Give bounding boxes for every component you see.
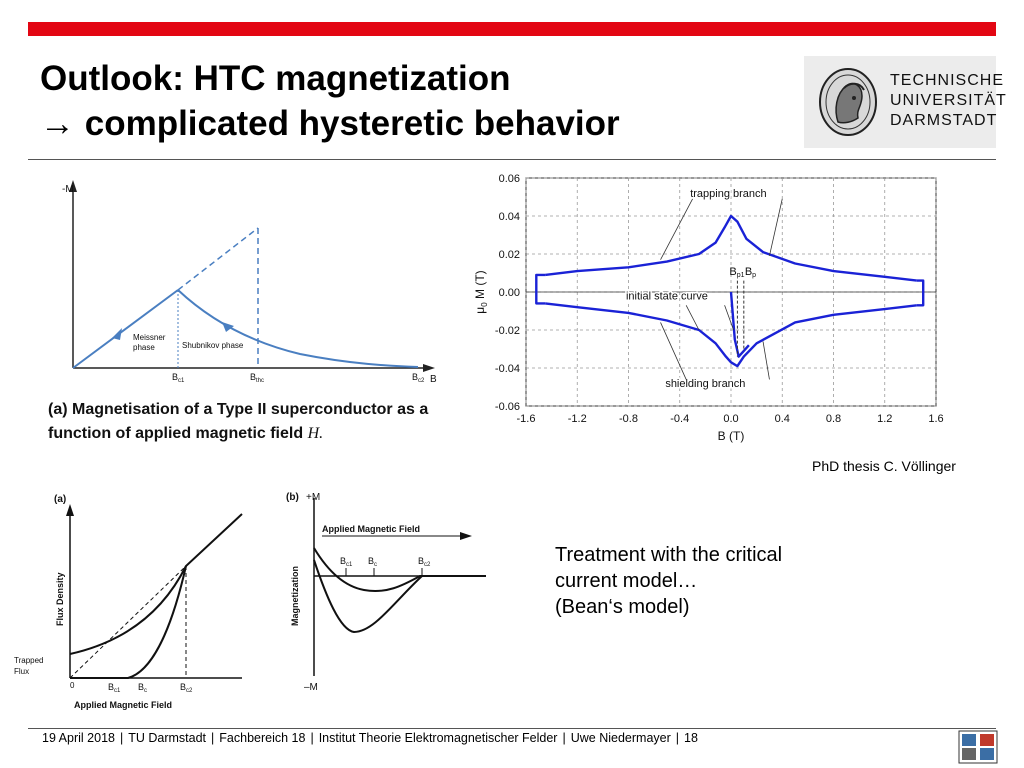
plus-m-label: +M [306,492,321,503]
shubnikov-label: Shubnikov phase [182,341,244,350]
footer-author: Uwe Niedermayer [570,731,671,745]
x-tick-label: -1.6 [516,413,536,425]
caption-line-2: function of applied magnetic field H. [48,425,324,442]
y-tick-label: 0.06 [498,173,520,185]
tick-bc1: $B_{c1}$ [172,372,185,384]
footer-divider [28,728,996,729]
footer-institute: Institut Theorie Elektromagnetischer Felder [318,731,558,745]
x-tick-label: 1.6 [928,413,944,425]
y-tick-label: 0.00 [498,287,520,299]
x-axis-label: B [430,374,437,385]
field-arrow-icon [460,532,472,540]
x-axis-arrow-icon [423,364,435,372]
shubnikov-curve [178,290,418,367]
right-arrow-icon: → [40,104,85,143]
y-axis-arrow-icon [66,504,74,516]
title-line-2: → complicated hysteretic behavior [40,104,620,143]
tick-bc: $B_c$ [368,556,378,568]
x-tick-label: -0.4 [670,413,690,425]
figure-type2-magnetisation [40,170,460,450]
treatment-note: Treatment with the critical current model… (Bean‘s model) [555,544,783,618]
footer-department: Fachbereich 18 [219,731,306,745]
y-tick-label: 0.04 [498,211,520,223]
applied-field-label: Applied Magnetic Field [74,700,173,710]
annotation-label: trapping branch [690,188,767,200]
tick-bc1: $B_{c1}$ [108,682,121,694]
minus-m-label: –M [304,682,318,693]
upper-curve [314,548,486,591]
y-tick-label: -0.04 [494,363,520,375]
y-tick-label: -0.02 [494,325,520,337]
y-axis-label: -M [62,184,74,195]
footer-page-number: 18 [684,731,698,745]
meissner-label: Meissner [133,333,166,342]
bp-label: Bp [744,265,757,279]
x-tick-label: 0.0 [723,413,739,425]
bp1-label: Bp1 [729,265,745,279]
slide-title [40,56,620,146]
y-tick-label: 0.02 [498,249,520,261]
annotation-label: shielding branch [665,378,746,390]
flux-density-label: Flux Density [55,572,65,626]
figure-magnetization [282,486,492,696]
panel-label-b: (b) [286,492,299,503]
tick-bthc: $B_{thc}$ [250,372,265,384]
annotation-label: initial state curve [625,290,708,303]
panel-label-a: (a) [54,494,67,505]
tick-bc2: $B_{c2}$ [418,556,431,568]
tick-bc2: $B_{c2}$ [180,682,193,694]
extrapolation-line [178,228,258,290]
institute-logo-icon [958,730,998,764]
hysteresis-chart-svg [470,166,950,456]
reference-line [70,566,186,678]
accent-bar [28,22,996,36]
trapped-flux-label: Trapped [14,656,44,665]
decreasing-branch [70,566,186,654]
university-name: TECHNISCHE UNIVERSITÄT DARMSTADT [890,72,1007,129]
header-divider [28,159,996,160]
figure-flux-density [10,486,260,714]
x-tick-label: -1.2 [567,413,587,425]
athena-seal-icon [816,66,880,138]
x-tick-label: 0.8 [825,413,842,425]
title-line-1: Outlook: HTC magnetization [40,59,511,98]
direction-arrow-icon [222,322,234,332]
y-axis-title: $\mu_0$ M (T) [473,270,489,314]
meissner-label-2: phase [133,343,155,352]
tick-bc1: $B_{c1}$ [340,556,353,568]
university-logo [804,56,1007,148]
x-axis-title: B (T) [717,429,745,443]
magnetization-label: Magnetization [290,566,300,626]
hysteresis-chart [470,166,950,456]
x-tick-label: -0.8 [619,413,638,425]
x-tick-label: 1.2 [877,413,893,425]
credit-text: PhD thesis C. Völlinger [812,458,956,474]
x-tick-label: 0.4 [774,413,790,425]
trapped-flux-label-2: Flux [14,667,30,676]
footer: 19 April 2018 | TU Darmstadt | Fachbereich 18 | Institut Theorie Elektromagnetischer Felder | Uwe Niedermayer | 18 [42,731,698,745]
caption-line-1: (a) Magnetisation of a Type II superconductor as a [48,401,429,418]
footer-university: TU Darmstadt [128,731,207,745]
tick-bc: $B_c$ [138,682,148,694]
meissner-line [73,290,178,368]
direction-arrow-icon [112,328,122,340]
footer-date: 19 April 2018 [42,731,115,745]
applied-field-label: Applied Magnetic Field [322,524,421,534]
origin-label: 0 [70,681,75,690]
tick-bc2: $B_{c2}$ [412,372,425,384]
y-tick-label: -0.06 [494,401,520,413]
